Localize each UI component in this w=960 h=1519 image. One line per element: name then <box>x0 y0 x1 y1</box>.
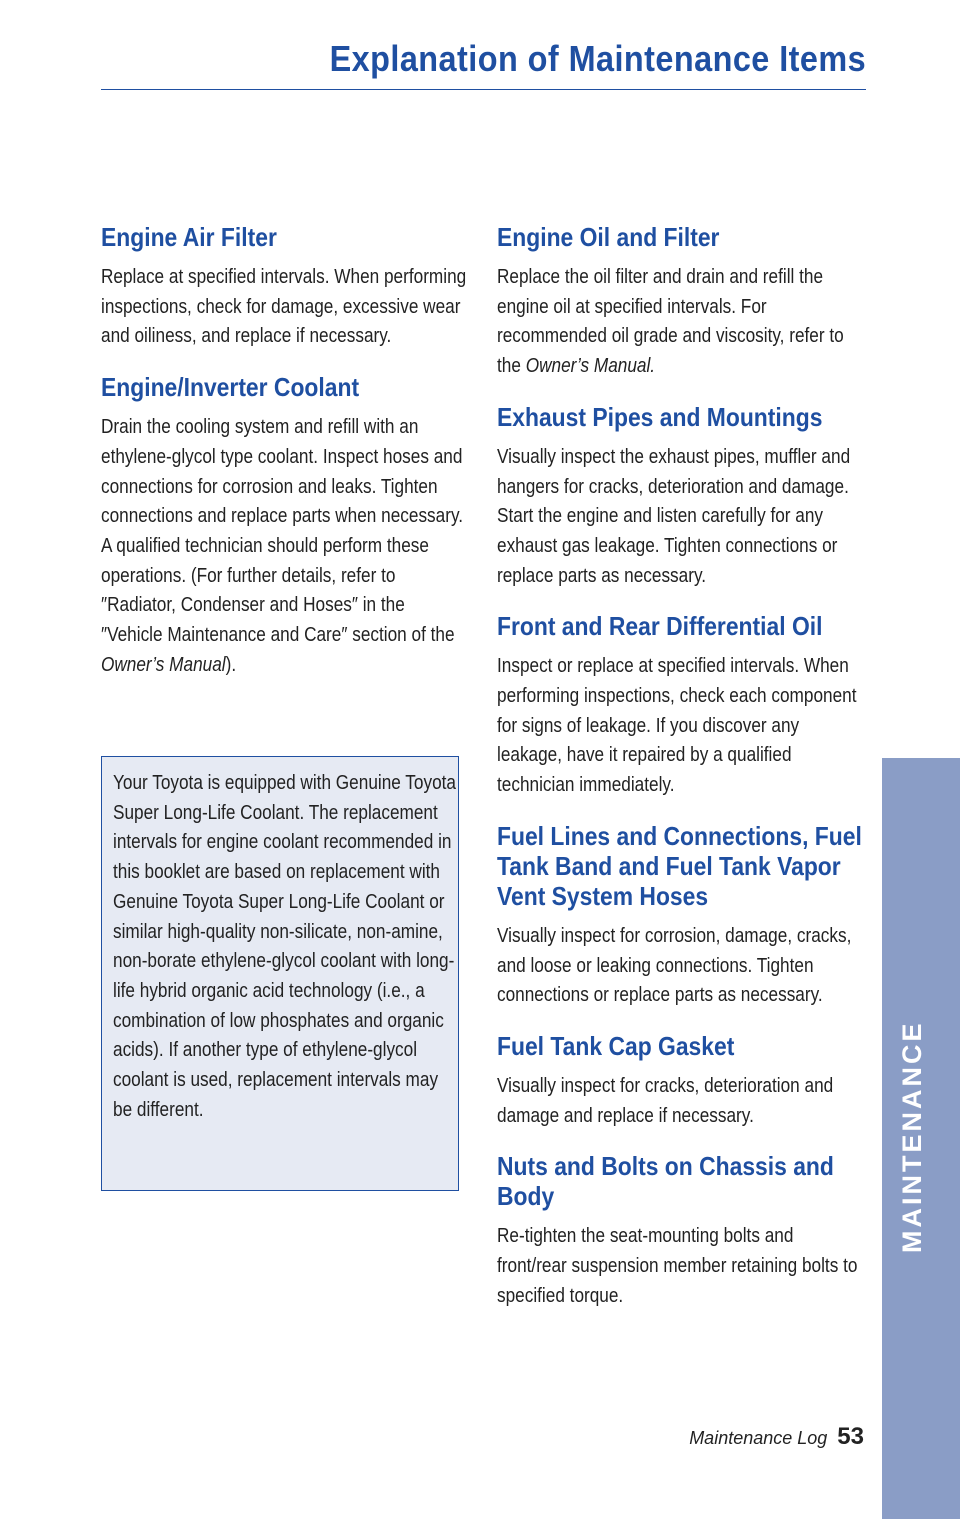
section-body <box>101 413 470 680</box>
section-title: Nuts and Bolts on Chassis and Body <box>497 1151 834 1212</box>
side-tab-label: MAINTENANCE <box>897 1020 927 1253</box>
section-body: Replace at specified intervals. When performing inspections, check for damage, excessive wear and oiliness, and replace if necessary. <box>101 266 467 348</box>
section-engine-air-filter <box>101 222 471 352</box>
section-body: Visually inspect the exhaust pipes, muffler and hangers for cracks, deterioration and damage. Start the engine and listen carefully for any exhaust gas leakage. Tighten connections or replace parts as necessary. <box>497 445 851 587</box>
coolant-note-box <box>101 756 459 1191</box>
body-text: Replace the oil filter and drain and refill the engine oil at specified intervals. For recommended oil grade and viscosity, refer to the <box>497 266 844 378</box>
section-nuts-and-bolts <box>497 1151 867 1311</box>
page-title: Explanation of Maintenance Items <box>329 38 866 79</box>
section-title: Front and Rear Differential Oil <box>497 611 823 642</box>
owners-manual-reference: Owner’s Manual. <box>525 355 656 378</box>
title-divider <box>101 89 866 90</box>
page-footer <box>689 1423 864 1451</box>
section-title: Engine Air Filter <box>101 222 277 252</box>
section-body: Visually inspect for cracks, deterioration and damage and replace if necessary. <box>497 1074 834 1127</box>
section-engine-oil-and-filter <box>497 222 867 382</box>
right-column <box>497 222 867 1331</box>
section-exhaust-pipes <box>497 402 867 592</box>
body-text-tail: ). <box>225 653 237 676</box>
footer-label: Maintenance Log <box>689 1428 828 1448</box>
note-text: Your Toyota is equipped with Genuine Toyota Super Long-Life Coolant. The replacement intervals for engine coolant recommended in this booklet are based on replacement with Genuine Toyota Super Long-Life Coolant or similar high-quality non-silicate, non-amine, non-borate ethylene-glycol coolant with long-life hybrid organic acid technology (i.e., a combination of low phosphates and organic acids). If another type of ethylene-glycol coolant is used, replacement intervals may be different. <box>113 772 456 1121</box>
section-fuel-tank-cap <box>497 1031 867 1131</box>
section-title: Exhaust Pipes and Mountings <box>497 401 823 432</box>
section-engine-inverter-coolant <box>101 372 471 680</box>
section-body: Re-tighten the seat-mounting bolts and front/rear suspension member retaining bolts to specified torque. <box>497 1225 858 1307</box>
section-fuel-lines <box>497 821 867 1011</box>
section-title: Fuel Lines and Connections, Fuel Tank Band and Fuel Tank Vapor Vent System Hoses <box>497 820 862 911</box>
section-title: Engine Oil and Filter <box>497 222 720 252</box>
section-differential-oil <box>497 611 867 801</box>
owners-manual-reference: Owner’s Manual <box>101 653 226 676</box>
body-text: Drain the cooling system and refill with an ethylene-glycol type coolant. Inspect hoses and connections for corrosion and leaks. Tighten connections and replace parts when necessary. A qualified technician should perform these operations. (For further details, refer to ″Radiator, Condenser and Hoses″ in the ″Vehicle Maintenance and Care″ section of the <box>101 416 464 647</box>
section-title: Fuel Tank Cap Gasket <box>497 1030 735 1061</box>
section-body: Inspect or replace at specified intervals. When performing inspections, check each component for signs of leakage. If you discover any leakage, have it repaired by a qualified technician immediately. <box>497 655 857 797</box>
left-column <box>101 222 471 700</box>
section-body: Visually inspect for corrosion, damage, cracks, and loose or leaking connections. Tighten connections or replace parts as necessary. <box>497 924 852 1007</box>
page-number: 53 <box>837 1423 864 1450</box>
section-body <box>497 263 866 382</box>
section-title: Engine/Inverter Coolant <box>101 372 360 403</box>
